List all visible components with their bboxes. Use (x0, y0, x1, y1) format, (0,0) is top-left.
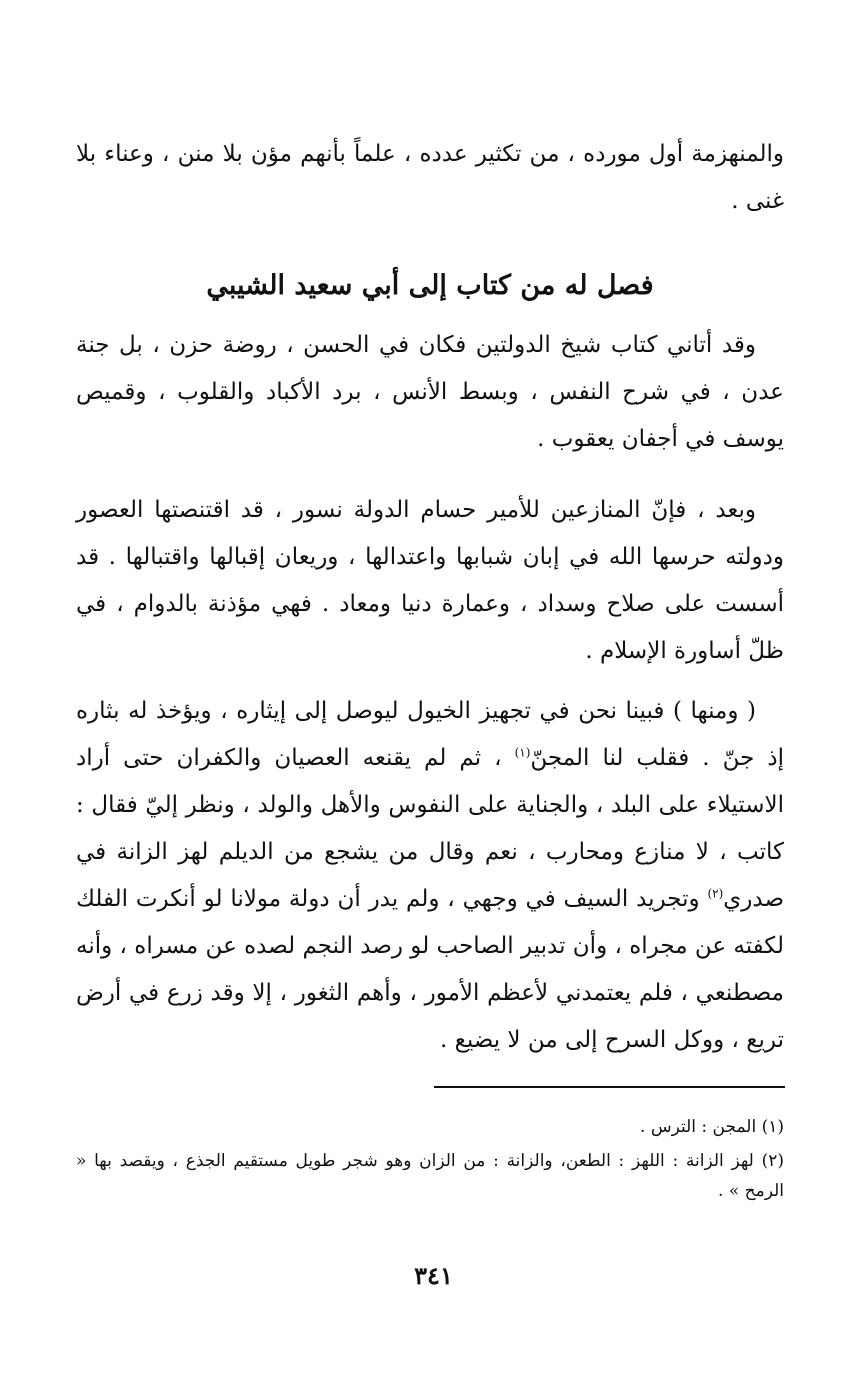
footnote-1: (١) المجن : الترس . (640, 1117, 784, 1137)
paragraph-3-part-a: ( ومنها ) فبينا نحن في تجهيز الخيول ليوصل إلى إيثاره ، ويؤخذ له بثاره إذ جنّ . فقلب لنا المجنّ (76, 698, 784, 771)
paragraph-3 (76, 688, 784, 1064)
footnote-ref-1: (١) (514, 745, 531, 760)
continuation-paragraph: والمنهزمة أول مورده ، من تكثير عدده ، علماً بأنهم مؤن بلا منن ، وعناء بلا غنى . (76, 141, 784, 214)
footnote-ref-2: (٢) (707, 886, 724, 901)
paragraph-3-part-b: ، ثم لم يقنعه العصيان والكفران حتى أراد الاستيلاء على البلد ، والجناية على النفوس والأهل والولد ، ونظر إليّ فقال : كاتب ، لا منازع ومحارب ، نعم وقال من يشجع من الديلم لهز الزانة في صدري (76, 745, 784, 912)
footnote-2: (٢) لهز الزانة : اللهز : الطعن، والزانة : من الزان وهو شجر طويل مستقيم الجذع ، ويقصد بها « الرمح » . (76, 1151, 784, 1201)
paragraph-2: وبعد ، فإنّ المنازعين للأمير حسام الدولة نسور ، قد اقتنصتها العصور ودولته حرسها الله في إبان شبابها واعتدالها ، وريعان إقبالها واقتبالها . قد أسست على صلاح وسداد ، وعمارة دنيا ومعاد . فهي مؤذنة بالدوام ، في ظلّ أساورة الإسلام . (76, 497, 784, 664)
paragraph-1: وقد أتاني كتاب شيخ الدولتين فكان في الحسن ، روضة حزن ، بل جنة عدن ، في شرح النفس ، وبسط الأنس ، برد الأكباد والقلوب ، وقميص يوسف في أجفان يعقوب . (76, 332, 784, 452)
section-heading: فصل له من كتاب إلى أبي سعيد الشيبي (206, 270, 654, 301)
footnote-divider (434, 1086, 785, 1088)
page-number: ٣٤١ (414, 1261, 453, 1290)
paragraph-3-part-c: وتجريد السيف في وجهي ، ولم يدر أن دولة مولانا لو أنكرت الفلك لكفته عن مجراه ، وأن تدبير الصاحب لو رصد النجم لصده عن مسراه ، وأنه مصطنعي ، فلم يعتمدني لأعظم الأمور ، وأهم الثغور ، إلا وقد زرع في أرض تريع ، ووكل السرح إلى من لا يضيع . (76, 886, 784, 1053)
